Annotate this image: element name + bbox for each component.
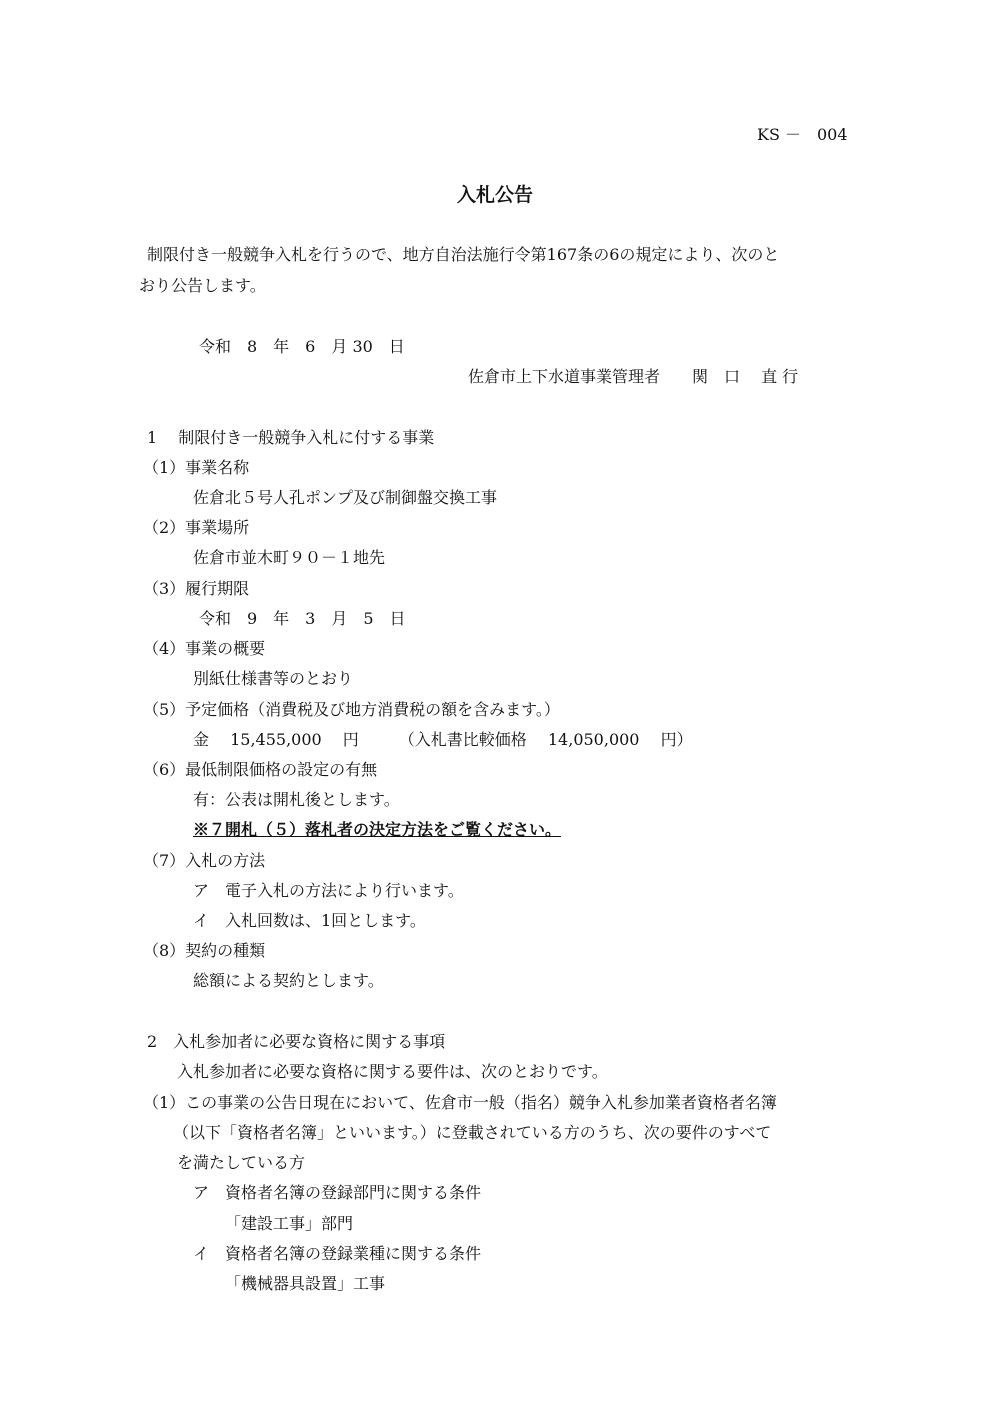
- item-6-note: ※７開札（５）落札者の決定方法をご覧ください。: [193, 820, 562, 839]
- document-code: KS － 004: [757, 125, 848, 144]
- section-2-sub-b-label: イ 資格者名簿の登録業種に関する条件: [193, 1244, 482, 1263]
- item-5-label: （5）予定価格（消費税及び地方消費税の額を含みます。）: [143, 700, 560, 719]
- item-6-value: 有：公表は開札後とします。: [193, 790, 400, 809]
- item-1-value: 佐倉北５号人孔ポンプ及び制御盤交換工事: [193, 488, 498, 507]
- item-3-value: 令和 9 年 3 月 5 日: [199, 609, 406, 628]
- section-2-item-1-line-3: を満たしている方: [177, 1153, 306, 1172]
- intro-line-1: 制限付き一般競争入札を行うので、地方自治法施行令第167条の6の規定により、次のと: [147, 245, 780, 264]
- issuer: 佐倉市上下水道事業管理者 関 口 直 行: [468, 367, 799, 386]
- section-2-sub-a-label: ア 資格者名簿の登録部門に関する条件: [193, 1183, 482, 1202]
- item-7-sub-a: ア 電子入札の方法により行います。: [193, 881, 464, 900]
- item-4-value: 別紙仕様書等のとおり: [193, 669, 354, 688]
- item-7-label: （7）入札の方法: [143, 851, 266, 870]
- item-6-label: （6）最低制限価格の設定の有無: [143, 760, 378, 779]
- item-8-value: 総額による契約とします。: [193, 971, 384, 990]
- announcement-date: 令和 8 年 6 月 30 日: [199, 337, 405, 356]
- item-4-label: （4）事業の概要: [143, 639, 266, 658]
- item-7-sub-b: イ 入札回数は、1回とします。: [193, 911, 426, 930]
- item-2-label: （2）事業場所: [143, 518, 250, 537]
- section-2-sub-a-value: 「建設工事」部門: [225, 1214, 354, 1233]
- page-title: 入札公告: [457, 184, 534, 206]
- item-8-label: （8）契約の種類: [143, 941, 266, 960]
- section-2-sub-b-value: 「機械器具設置」工事: [225, 1274, 386, 1293]
- item-2-value: 佐倉市並木町９０－１地先: [193, 548, 386, 567]
- intro-line-2: おり公告します。: [139, 276, 266, 295]
- section-2-item-1-line-1: （1）この事業の公告日現在において、佐倉市一般（指名）競争入札参加業者資格者名簿: [143, 1093, 777, 1112]
- item-3-label: （3）履行期限: [143, 579, 250, 598]
- item-5-value: 金 15,455,000 円 （入札書比較価格 14,050,000 円）: [193, 730, 693, 749]
- section-2-lead: 入札参加者に必要な資格に関する要件は、次のとおりです。: [177, 1062, 608, 1081]
- item-1-label: （1）事業名称: [143, 458, 250, 477]
- section-2-heading: 2 入札参加者に必要な資格に関する事項: [147, 1032, 446, 1051]
- section-2-item-1-line-2: （以下「資格者名簿」といいます。）に登載されている方のうち、次の要件のすべて: [173, 1123, 772, 1142]
- section-1-heading: 1 制限付き一般競争入札に付する事業: [147, 428, 435, 447]
